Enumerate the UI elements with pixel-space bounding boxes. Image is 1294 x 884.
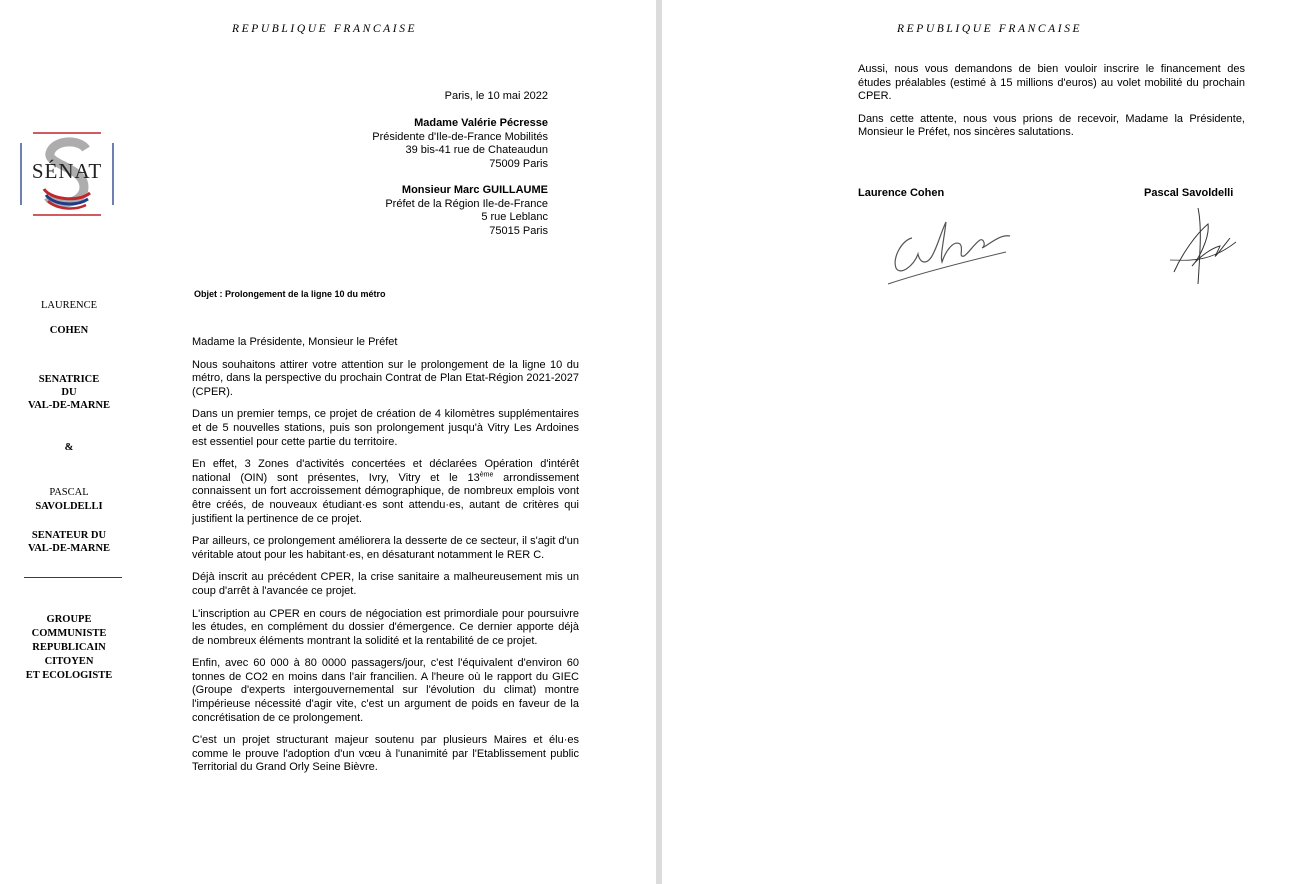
- sidebar-name-2: PASCAL: [49, 487, 89, 498]
- recipient-2-name: Monsieur Marc GUILLAUME: [401, 184, 548, 196]
- republique-header: REPUBLIQUE FRANCAISE: [232, 23, 418, 35]
- salutation: Madame la Présidente, Monsieur le Préfet: [192, 336, 398, 348]
- paragraph-3: [192, 458, 579, 526]
- paragraph-3-end: arrondissement connaissent un fort accroissement démographique, de nombreux emplois vont être créés, de nouveaux étudiant·es sont attendu·es, autant de critères qui justifient la pertinence de ce projet.: [192, 471, 579, 525]
- sidebar-role-1a: SENATRICE: [38, 374, 100, 385]
- letter-page-2: [662, 0, 1294, 884]
- sidebar-name-1b: COHEN: [49, 325, 89, 336]
- signature-2-icon: [1168, 204, 1238, 295]
- sidebar-role-1b: DU: [61, 387, 77, 398]
- paragraph-9: Aussi, nous vous demandons de bien vouloir inscrire le financement des études préalables (estimé à 15 millions d'euros) au volet mobilité du prochain CPER.: [858, 63, 1245, 103]
- paragraph-10: Dans cette attente, nous vous prions de recevoir, Madame la Présidente, Monsieur le Préfet, nos sincères salutations.: [858, 112, 1245, 139]
- sidebar-group-2: COMMUNISTE: [31, 628, 107, 639]
- republique-header-2: REPUBLIQUE FRANCAISE: [897, 23, 1083, 35]
- paragraph-4: Par ailleurs, ce prolongement améliorera la desserte de ce secteur, il s'agit d'un véritable atout pour les habitant·es, en désaturant notamment le RER C.: [192, 535, 579, 561]
- recipient-2-street: 5 rue Leblanc: [481, 211, 548, 224]
- letter-body-2: [858, 63, 1245, 149]
- recipient-2-title: Préfet de la Région Ile-de-France: [385, 197, 548, 210]
- paragraph-6: L'inscription au CPER en cours de négociation est primordiale pour poursuivre les études, en complément du dossier d'émergence. Ce dernier apporte déjà de nombreux éléments montrant la solidité et la rentabilité de ce projet.: [192, 607, 579, 647]
- signatory-1: Laurence Cohen: [858, 187, 945, 199]
- recipient-1: [372, 117, 548, 171]
- sidebar-group-5: ET ECOLOGISTE: [25, 670, 113, 681]
- sidebar-group-1: GROUPE: [46, 614, 92, 625]
- recipient-2: [385, 184, 548, 238]
- recipient-1-city: 75009 Paris: [489, 157, 548, 170]
- sidebar-divider: [24, 577, 122, 578]
- recipient-1-name: Madame Valérie Pécresse: [414, 117, 548, 129]
- paragraph-2: Dans un premier temps, ce projet de création de 4 kilomètres supplémentaires et de 5 nouvelles stations, puis son prolongement jusqu'à Vitry Les Ardoines est essentiel pour cette partie du territoire.: [192, 408, 579, 448]
- paragraph-7: Enfin, avec 60 000 à 80 0000 passagers/jour, c'est l'équivalent d'environ 60 tonnes de CO2 en moins dans l'air francilien. A l'heure où le rapport du GIEC (Groupe d'experts intergouvernemental sur l'évolution du climat) montre l'impérieuse nécessité d'agir vite, c'est un argument de poids en faveur de la concrétisation de ce prolongement.: [192, 657, 579, 724]
- sidebar-ampersand: &: [64, 442, 74, 453]
- signatory-2: Pascal Savoldelli: [1144, 187, 1234, 199]
- senat-logo: [20, 131, 114, 217]
- letter-body: [192, 336, 579, 784]
- sidebar-role-2b: VAL-DE-MARNE: [27, 543, 111, 554]
- recipient-1-title: Présidente d'Ile-de-France Mobilités: [372, 130, 548, 143]
- sidebar-name-1: LAURENCE: [41, 300, 97, 311]
- sidebar-group-4: CITOYEN: [44, 656, 94, 667]
- signature-1-icon: [884, 200, 1014, 295]
- sidebar-name-2b: SAVOLDELLI: [35, 501, 103, 512]
- sidebar-role-2a: SENATEUR DU: [31, 530, 107, 541]
- sidebar-group-3: REPUBLICAIN: [32, 642, 106, 653]
- recipient-2-city: 75015 Paris: [489, 224, 548, 237]
- paragraph-1: Nous souhaitons attirer votre attention sur le prolongement de la ligne 10 du métro, dans la perspective du prochain Contrat de Plan Etat-Région 2021-2027 (CPER).: [192, 358, 579, 398]
- paragraph-8: C'est un projet structurant majeur soutenu par plusieurs Maires et élu·es comme le prouve l'adoption d'un vœu à l'unanimité par l'Etablissement public Territorial du Grand Orly Seine Bièvre.: [192, 734, 579, 774]
- logo-text: SÉNAT: [31, 159, 103, 183]
- letter-date: Paris, le 10 mai 2022: [444, 90, 548, 102]
- superscript-eme: ème: [479, 471, 494, 479]
- paragraph-3-start: En effet, 3 Zones d'activités concertées et déclarées Opération d'intérêt national (OIN) sont présentes, Ivry, Vitry et le 13: [192, 458, 579, 484]
- recipient-1-street: 39 bis-41 rue de Chateaudun: [405, 144, 548, 157]
- paragraph-5: Déjà inscrit au précédent CPER, la crise sanitaire a malheureusement mis un coup d'arrêt à l'avancée ce projet.: [192, 571, 579, 597]
- sidebar-role-1c: VAL-DE-MARNE: [27, 400, 111, 411]
- letter-subject: Objet : Prolongement de la ligne 10 du métro: [194, 289, 386, 299]
